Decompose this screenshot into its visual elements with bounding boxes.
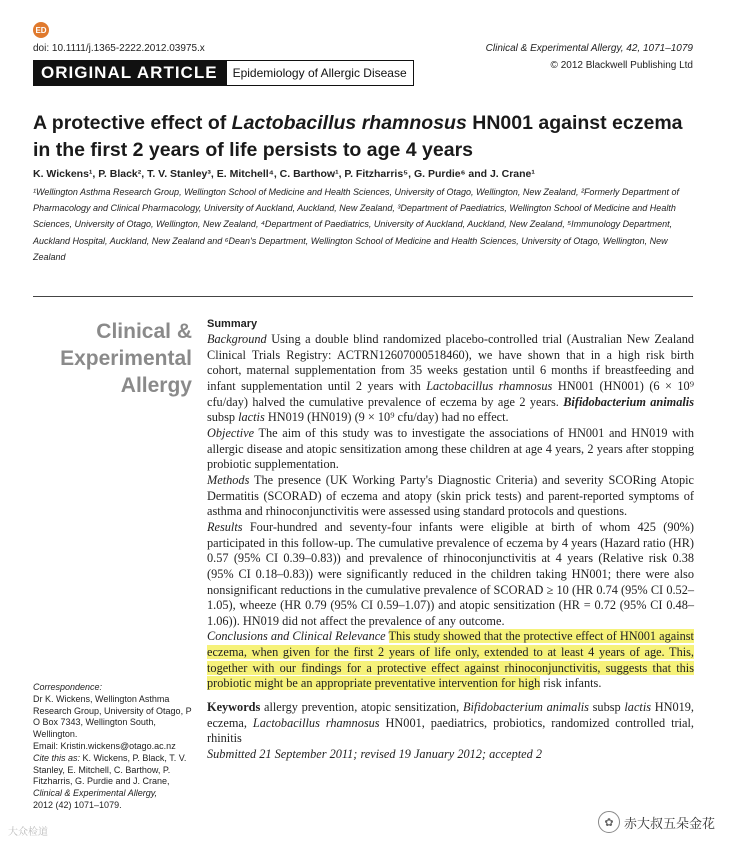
submission-dates: Submitted 21 September 2011; revised 19 January 2012; accepted 2 — [207, 747, 542, 762]
background-paragraph: Background Using a double blind randomized placebo-controlled trial (Australian New Zealand Clinical Trials Registry: ACTRN12607000518460), we have shown that in a high risk birth cohort, maternal supplementation from 35 weeks gestation until 6 months if breastfeeding and infant supplementation until 2 years with Lactobacillus rhamnosus HN001 (HN001) (6 × 10⁹ cfu/day) halved the cumulative prevalence of eczema by age 2 years. Bifidobacterium animalis subsp lactis HN019 (HN019) (9 × 10⁹ cfu/day) had no effect. — [207, 332, 694, 425]
summary-heading: Summary — [207, 318, 258, 330]
publisher-logo: ED — [33, 22, 49, 38]
results-paragraph: Results Four-hundred and seventy-four infants were eligible at birth of whom 425 (90%) participated in this follow-up. The cumulative prevalence of eczema by 4 years (Hazard ratio (HR) 0.57 (95% CI 0.39–0.83)) and prevalence of rhinoconjunctivitis at 4 years (Relative risk 0.38 (95% CI 0.18–0.83)) were significantly reduced in the children taking HN001; there were also nonsignificant reductions in the cumulative prevalence of SCORAD ≥ 10 (HR 0.74 (95% CI 0.52–1.05), wheeze (HR 0.79 (95% CI 0.59–1.07)) and atopic sensitization (HR = 0.72 (95% CI 0.48–1.06)). HN019 did not affect the prevalence of any outcome. — [207, 519, 694, 628]
journal-reference: Clinical & Experimental Allergy, 42, 1071–1079 — [485, 43, 693, 54]
article-title: A protective effect of Lactobacillus rhamnosus HN001 against eczema in the first 2 years of life persists to age 4 years — [33, 112, 683, 161]
highlighted-text: This study showed that the protective effect of HN001 against eczema, when given for the first 2 years of life only, extended to at least 4 years of age. This, together with our findings for a protective effect against rhinoconjunctivitis, suggests that this probiotic might be an appropriate preventative intervention for high — [207, 629, 694, 691]
summary-body — [207, 332, 694, 763]
author-list: K. Wickens¹, P. Black², T. V. Stanley³, E. Mitchell⁴, C. Barthow¹, P. Fitzharris⁵, G. Purdie⁶ and J. Crane¹ — [33, 168, 535, 180]
divider — [33, 296, 693, 297]
keywords-paragraph: Keywords allergy prevention, atopic sensitization, Bifidobacterium animalis subsp lactis HN019, eczema, Lactobacillus rhamnosus HN001, paediatrics, probiotics, randomized controlled trial, rhinitis — [207, 700, 695, 746]
doi[interactable]: doi: 10.1111/j.1365-2222.2012.03975.x — [33, 43, 205, 54]
correspondence-block: Correspondence: Dr K. Wickens, Wellington Asthma Research Group, University of Otago, P O Box 7343, Wellington South, Wellington. Email: Kristin.wickens@otago.ac.nz Cite this as: K. Wickens, P. Black, T. V. Stanley, E. Mitchell, C. Barthow, P. Fitzharris, G. Purdie and J. Crane, Clinical & Experimental Allergy, 2012 (42) 1071–1079. — [33, 682, 198, 812]
watermark-right: ✿ 赤大叔五朵金花 — [598, 811, 715, 833]
affiliations: ¹Wellington Asthma Research Group, Wellington School of Medicine and Health Sciences, University of Otago, Wellington, New Zealand, ²Formerly Department of Pharmacology and Clinical Pharmacology, University of Auckland, Auckland, New Zealand, ³Department of Paediatrics, Wellington School of Medicine and Health Sciences, University of Otago, Wellington, New Zealand, ⁴Department of Paediatrics, University of Auckland, Auckland, New Zealand, ⁵Immunology Department, Auckland Hospital, Auckland, New Zealand and ⁶Dean's Department, Wellington School of Medicine and Health Sciences, University of Otago, Wellington, New Zealand — [33, 187, 679, 262]
watermark-left: 大众检道 — [8, 827, 48, 838]
article-type-badge — [33, 60, 414, 86]
copyright: © 2012 Blackwell Publishing Ltd — [550, 60, 693, 71]
article-type: ORIGINAL ARTICLE — [33, 60, 226, 86]
objective-paragraph: Objective The aim of this study was to investigate the associations of HN001 and HN019 with allergic disease and atopic sensitization among these children at age 4 years, 2 years after stopping probiotic supplementation. — [207, 425, 694, 472]
methods-paragraph: Methods The presence (UK Working Party's Diagnostic Criteria) and severity SCORing Atopic Dermatitis (SCORAD) of eczema and atopy (skin prick tests) and parent-reported symptoms of asthma and rhinoconjunctivitis were assessed using standard protocols and questions. — [207, 472, 694, 519]
journal-brand: Clinical & Experimental Allergy — [60, 320, 192, 397]
conclusions-paragraph: Conclusions and Clinical Relevance This study showed that the protective effect of HN001 against eczema, when given for the first 2 years of life only, extended to at least 4 years of age. This, together with our findings for a protective effect against rhinoconjunctivitis, suggests that this probiotic might be an appropriate preventative intervention for high risk infants. — [207, 629, 694, 691]
correspondence-email[interactable]: Email: Kristin.wickens@otago.ac.nz — [33, 740, 176, 751]
section-label: Epidemiology of Allergic Disease — [226, 60, 414, 86]
wechat-icon: ✿ — [598, 811, 620, 833]
